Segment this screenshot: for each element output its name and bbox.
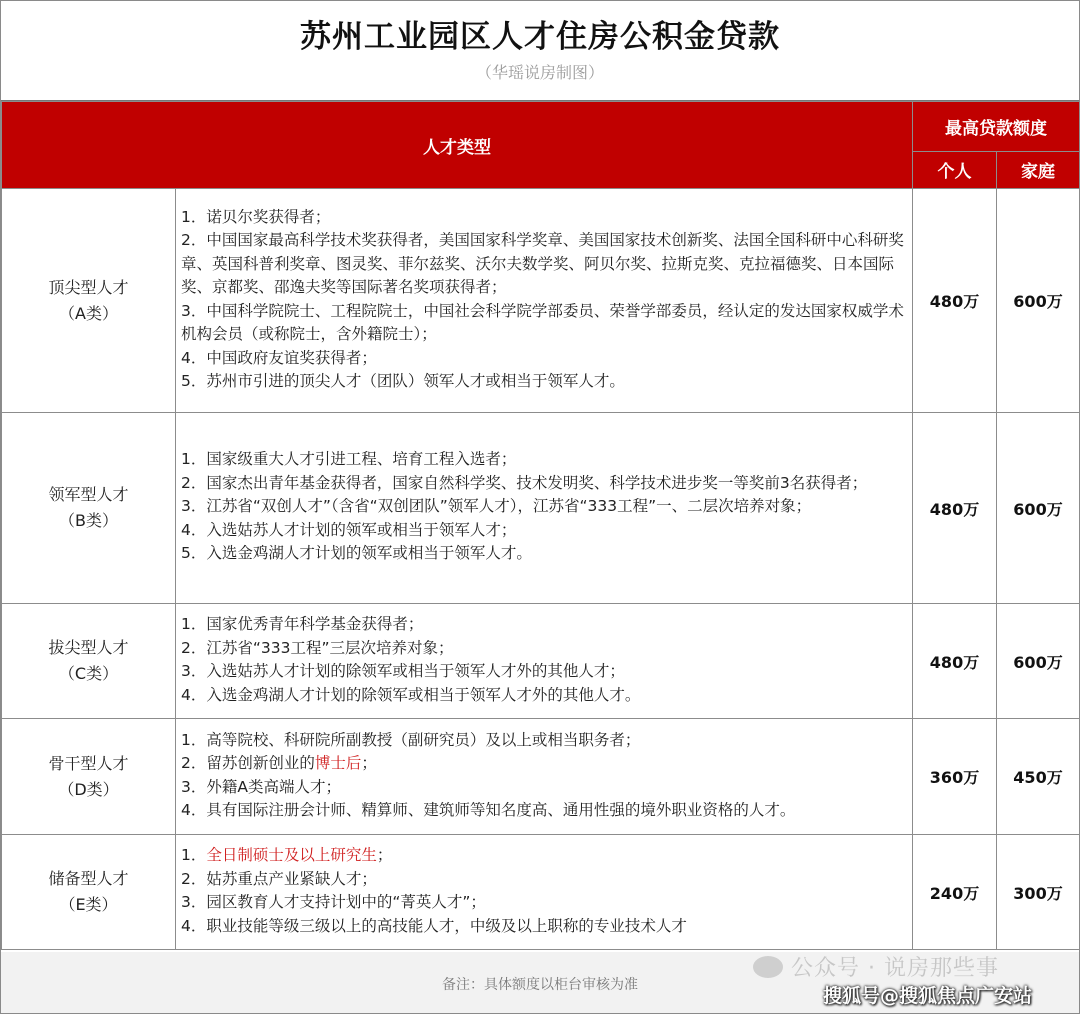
criteria-cell (176, 835, 913, 950)
family-amount: 600万 (997, 189, 1080, 413)
highlight-masters: 全日制硕士及以上研究生 (206, 846, 377, 864)
highlight-postdoc: 博士后 (314, 754, 362, 772)
talent-type-cell (2, 189, 176, 413)
criteria-item: 1．国家级重大人才引进工程、培育工程入选者； (181, 450, 517, 469)
criteria-cell (176, 719, 913, 835)
criteria-item: 3．园区教育人才支持计划中的“菁英人才”； (181, 893, 486, 911)
criteria-item: 3．中国科学院院士、工程院院士，中国社会科学院学部委员、荣誉学部委员，经认定的发达国家权威学术机构会员（或称院士，含外籍院士）； (181, 301, 904, 343)
criteria-item: 3．入选姑苏人才计划的除领军或相当于领军人才外的其他人才； (181, 662, 625, 680)
criteria-item: 2．国家杰出青年基金获得者，国家自然科学奖、技术发明奖、科学技术进步奖一等奖前3名获得者； (181, 473, 868, 492)
personal-amount: 480万 (913, 604, 997, 719)
criteria-cell (176, 413, 913, 604)
family-amount: 600万 (997, 604, 1080, 719)
criteria-item: 5．入选金鸡湖人才计划的领军或相当于领军人才。 (181, 544, 532, 563)
header (1, 1, 1079, 101)
table-row (2, 604, 1080, 719)
criteria-text: 2．留苏创新创业的 (181, 754, 315, 772)
watermark-wechat (753, 951, 999, 982)
criteria-item: 2．江苏省“333工程”三层次培养对象； (181, 638, 454, 657)
watermark-sohu: 搜狐号@搜狐焦点广安站 (823, 985, 1033, 1007)
loan-table (1, 101, 1080, 950)
family-amount: 450万 (997, 719, 1080, 835)
table-row (2, 719, 1080, 835)
personal-amount: 480万 (913, 189, 997, 413)
talent-type-cell (2, 835, 176, 950)
talent-type-class: （E类） (59, 895, 118, 914)
criteria-item: 4．具有国际注册会计师、精算师、建筑师等知名度高、通用性强的境外职业资格的人才。 (181, 801, 796, 819)
criteria-item (181, 844, 908, 868)
page-subtitle: （华瑶说房制图） (475, 63, 604, 82)
personal-amount: 240万 (913, 835, 997, 950)
criteria-item: 1．高等院校、科研院所副教授（副研究员）及以上或相当职务者； (181, 730, 641, 749)
criteria-cell (176, 604, 913, 719)
criteria-cell (176, 189, 913, 413)
talent-type-name: 拔尖型人才 (48, 638, 129, 657)
talent-type-name: 骨干型人才 (48, 753, 129, 773)
wechat-icon (753, 956, 783, 978)
criteria-item: 4．职业技能等级三级以上的高技能人才，中级及以上职称的专业技术人才 (181, 916, 687, 935)
talent-type-class: （B类） (59, 511, 118, 530)
talent-type-name: 顶尖型人才 (48, 277, 129, 297)
talent-type-cell (2, 413, 176, 604)
criteria-item: 3．外籍A类高端人才； (181, 777, 341, 796)
table-row (2, 413, 1080, 604)
criteria-item: 3．江苏省“双创人才”（含省“双创团队”领军人才），江苏省“333工程”一、二层次培养对象； (181, 497, 812, 516)
table-header-row (2, 102, 1080, 152)
criteria-text: 1． (181, 846, 207, 864)
note-text: 备注：具体额度以柜台审核为准 (442, 977, 638, 993)
talent-type-class: （A类） (59, 303, 118, 323)
personal-amount: 480万 (913, 413, 997, 604)
personal-amount: 360万 (913, 719, 997, 835)
watermark-wechat-text: 公众号 · 说房那些事 (791, 956, 999, 981)
header-personal: 个人 (913, 151, 997, 188)
family-amount: 300万 (997, 835, 1080, 950)
talent-type-class: （C类） (58, 664, 119, 683)
table-row (2, 189, 1080, 413)
criteria-item (181, 752, 908, 776)
talent-type-cell (2, 719, 176, 835)
talent-type-class: （D类） (58, 779, 119, 799)
criteria-item: 4．入选姑苏人才计划的领军或相当于领军人才； (181, 520, 517, 539)
criteria-text: ； (376, 846, 393, 864)
criteria-item: 4．中国政府友谊奖获得者； (181, 348, 377, 367)
talent-type-cell (2, 604, 176, 719)
header-talent-type: 人才类型 (2, 102, 913, 189)
family-amount: 600万 (997, 413, 1080, 604)
header-max-loan: 最高贷款额度 (913, 102, 1080, 152)
criteria-item: 4．入选金鸡湖人才计划的除领军或相当于领军人才外的其他人才。 (181, 685, 641, 704)
table-row (2, 835, 1080, 950)
criteria-text: ； (361, 754, 377, 772)
criteria-item: 5．苏州市引进的顶尖人才（团队）领军人才或相当于领军人才。 (181, 372, 625, 390)
criteria-item: 1．诺贝尔奖获得者； (181, 207, 331, 226)
criteria-item: 2．姑苏重点产业紧缺人才； (181, 869, 377, 888)
criteria-item: 1．国家优秀青年科学基金获得者； (181, 615, 424, 633)
talent-type-name: 储备型人才 (48, 869, 129, 888)
page-title: 苏州工业园区人才住房公积金贷款 (300, 19, 780, 55)
header-family: 家庭 (997, 151, 1080, 188)
criteria-item: 2．中国国家最高科学技术奖获得者，美国国家科学奖章、美国国家技术创新奖、法国全国科研中心科研奖章、英国科普利奖章、图灵奖、菲尔兹奖、沃尔夫数学奖、阿贝尔奖、拉斯克奖、克拉福德奖、日本国际奖、京都奖、邵逸夫奖等国际著名奖项获得者； (181, 231, 904, 296)
talent-type-name: 领军型人才 (48, 485, 129, 504)
